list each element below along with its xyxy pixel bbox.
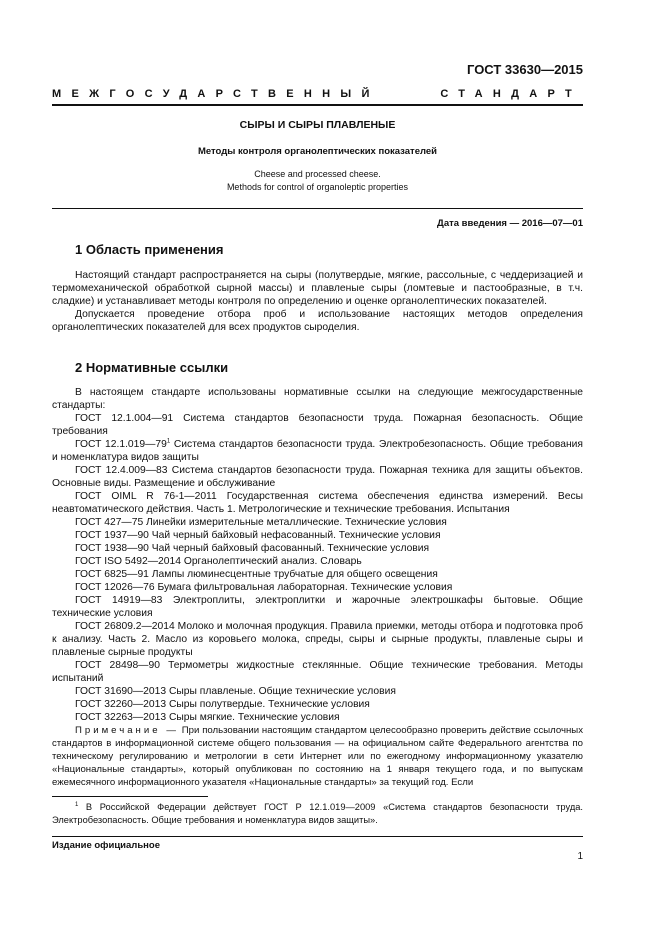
english-title: Cheese and processed cheese.: [254, 169, 381, 179]
note-text: При пользовании настоящим стандартом целесообразно проверить действие ссылочных стандартов в информационной системе общего пользования — на официальном сайте Федерального агентства по техническому регулированию и метрологии в сети Интернет или по ежегодному информационному указателю «Национальные стандарты», который опубликован по состоянию на 1 января текущего года, и по выпускам ежемесячного информационного указателя «Национальные стандарты» за текущий год. Если: [52, 725, 583, 788]
reference-item: ГОСТ 32263—2013 Сыры мягкие. Технические условия: [75, 712, 340, 723]
section-1-paragraph: Настоящий стандарт распространяется на сыры (полутвердые, мягкие, рассольные, с чеддеризацией и термомеханической обработкой сырной массы) и плавленые сыры (ломтевые и пастообразные, в т.ч. сладкие) и устанавливает методы контроля по определению и оценке органолептических показателей.: [52, 270, 583, 307]
reference-item: ГОСТ 14919—83 Электроплиты, электроплитки и жарочные электрошкафы бытовые. Общие технические условия: [52, 595, 583, 619]
top-rule: [52, 104, 583, 106]
footnote-mark: 1: [75, 801, 79, 808]
reference-item: ГОСТ 1937—90 Чай черный байховый нефасованный. Технические условия: [75, 530, 441, 541]
reference-item: ГОСТ 427—75 Линейки измерительные металлические. Технические условия: [75, 517, 447, 528]
reference-item: ГОСТ ISO 5492—2014 Органолептический анализ. Словарь: [75, 556, 362, 567]
references-intro: В настоящем стандарте использованы нормативные ссылки на следующие межгосударственные стандарты:: [52, 387, 583, 411]
reference-item: ГОСТ 26809.2—2014 Молоко и молочная продукция. Правила приемки, методы отбора и подготовка проб к анализу. Часть 2. Масло из коровьего молока, спреды, сыры и сырные продукты, плавленые сыры и плавленые сырные продукты: [52, 621, 583, 658]
footnote-text: В Российской Федерации действует ГОСТ Р 12.1.019—2009 «Система стандартов безопасности труда. Электробезопасность. Общие требования и номенклатура видов защиты».: [52, 802, 583, 825]
document-subtitle: Методы контроля органолептических показателей: [197, 146, 438, 157]
title-rule: [52, 208, 583, 209]
reference-item: ГОСТ 28498—90 Термометры жидкостные стеклянные. Общие технические требования. Методы испытаний: [52, 660, 583, 684]
banner-right: СТАНДАРТ: [440, 88, 582, 100]
page-number: 1: [577, 851, 583, 862]
footer-rule: [52, 836, 583, 837]
reference-title: Система стандартов безопасности труда. Электробезопасность. Общие требования и номенклатура видов защиты: [52, 439, 583, 463]
note-label: Примечание —: [75, 725, 179, 736]
reference-item: ГОСТ 12.4.009—83 Система стандартов безопасности труда. Пожарная техника для защиты объектов. Основные виды. Размещение и обслуживание: [52, 465, 583, 489]
reference-code: ГОСТ 12.1.019—79: [75, 439, 167, 450]
official-edition-label: Издание официальное: [52, 840, 160, 851]
reference-item: ГОСТ 12.1.004—91 Система стандартов безопасности труда. Пожарная безопасность. Общие требования: [52, 413, 583, 437]
reference-item: ГОСТ 12026—76 Бумага фильтровальная лабораторная. Технические условия: [75, 582, 453, 593]
english-subtitle: Methods for control of organoleptic properties: [226, 182, 409, 192]
section-2-body: [52, 386, 583, 789]
section-1-heading: 1 Область применения: [75, 242, 224, 257]
document-title: СЫРЫ И СЫРЫ ПЛАВЛЕНЫЕ: [239, 119, 396, 131]
reference-item: ГОСТ 1938—90 Чай черный байховый фасованный. Технические условия: [75, 543, 430, 554]
reference-item: ГОСТ 31690—2013 Сыры плавленые. Общие технические условия: [75, 686, 396, 697]
footnote: [52, 801, 583, 827]
section-2-heading: 2 Нормативные ссылки: [75, 360, 229, 375]
section-1-paragraph: Допускается проведение отбора проб и использование настоящих методов определения органолептических показателей для всех продуктов сыроделия.: [52, 309, 583, 333]
footnote-ref-mark: 1: [166, 438, 171, 445]
standard-banner: [52, 88, 582, 100]
section-1-body: [52, 269, 583, 334]
reference-item: ГОСТ 32260—2013 Сыры полутвердые. Технические условия: [75, 699, 370, 710]
gost-number: ГОСТ 33630—2015: [467, 62, 583, 77]
introduction-date: Дата введения — 2016—07—01: [437, 218, 583, 229]
reference-item: ГОСТ OIML R 76-1—2011 Государственная система обеспечения единства измерений. Весы неавтоматического действия. Часть 1. Метрологические и технические требования. Испытания: [52, 491, 583, 515]
reference-item: [52, 438, 583, 464]
footnote-rule: [52, 796, 208, 797]
note-paragraph: [52, 724, 583, 789]
banner-left: МЕЖГОСУДАРСТВЕННЫЙ: [52, 88, 380, 100]
reference-item: ГОСТ 6825—91 Лампы люминесцентные трубчатые для общего освещения: [75, 569, 438, 580]
